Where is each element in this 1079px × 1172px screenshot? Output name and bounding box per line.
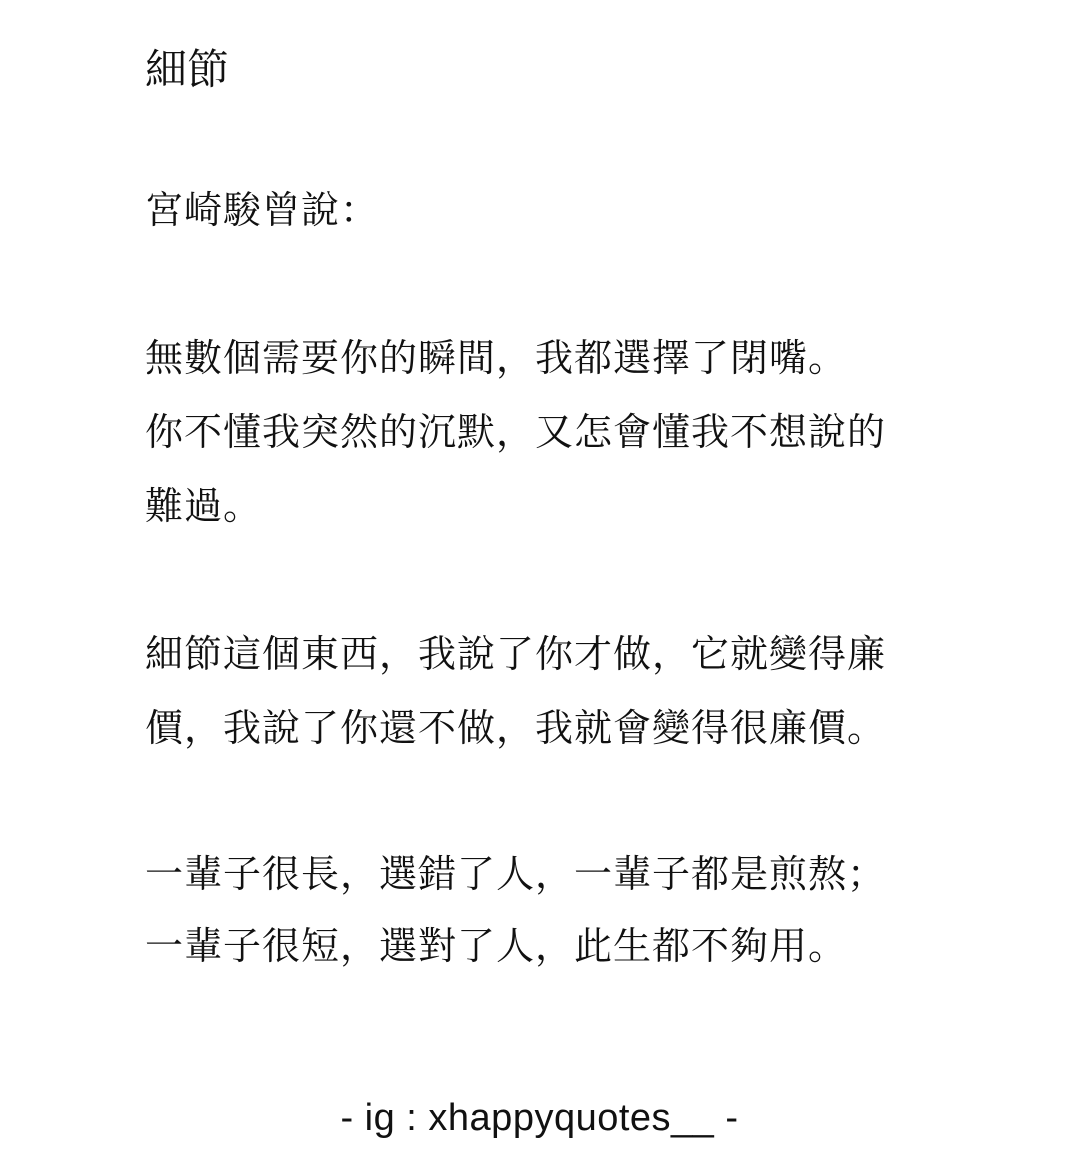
paragraph-3-line-1: 一輩子很長，選錯了人，一輩子都是煎熬；: [145, 852, 887, 896]
instagram-credit: - ig : xhappyquotes__ -: [340, 1097, 739, 1139]
paragraph-1-line-3: 難過。: [145, 484, 263, 528]
quote-attribution: 宮崎駿曾說：: [145, 188, 380, 232]
page-title: 細節: [145, 45, 230, 94]
paragraph-1-line-1: 無數個需要你的瞬間，我都選擇了閉嘴。: [145, 336, 848, 380]
paragraph-3-line-2: 一輩子很短，選對了人，此生都不夠用。: [145, 924, 848, 968]
paragraph-1-line-2: 你不懂我突然的沉默，又怎會懂我不想說的: [145, 410, 887, 454]
paragraph-2-line-2: 價，我說了你還不做，我就會變得很廉價。: [145, 706, 887, 750]
paragraph-2-line-1: 細節這個東西，我說了你才做，它就變得廉: [145, 632, 887, 676]
